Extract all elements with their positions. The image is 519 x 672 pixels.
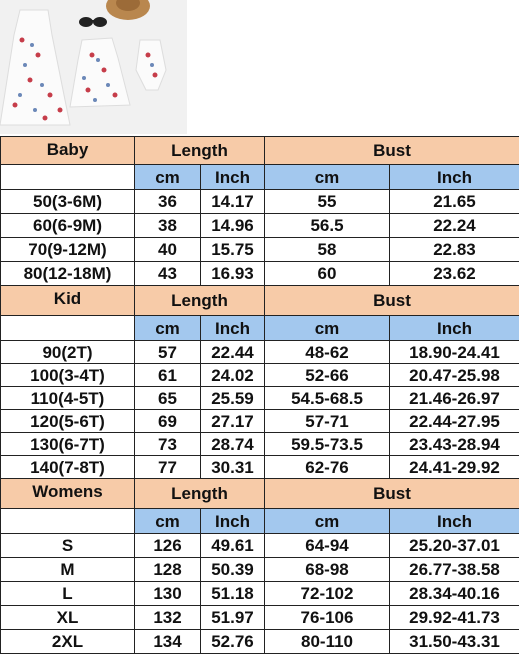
- length-inch-cell: 51.97: [201, 606, 265, 630]
- bust-header: Bust: [265, 286, 519, 316]
- bust-cm-cell: 52-66: [265, 364, 390, 387]
- size-cell: L: [1, 582, 135, 606]
- kid-header-row: [1, 286, 519, 316]
- bust-cm-header: cm: [265, 165, 390, 190]
- unit-blank-cell: [1, 509, 135, 534]
- table-row: [1, 190, 519, 214]
- length-cm-cell: 61: [135, 364, 201, 387]
- bust-cm-cell: 54.5-68.5: [265, 387, 390, 410]
- bust-inch-cell: 25.20-37.01: [390, 534, 519, 558]
- kid-unit-row: [1, 316, 519, 341]
- bust-cm-cell: 76-106: [265, 606, 390, 630]
- length-cm-cell: 126: [135, 534, 201, 558]
- bust-cm-cell: 59.5-73.5: [265, 433, 390, 456]
- table-row: [1, 630, 519, 654]
- bust-inch-header: Inch: [390, 165, 519, 190]
- bust-cm-cell: 55: [265, 190, 390, 214]
- size-cell: 100(3-4T): [1, 364, 135, 387]
- bust-inch-cell: 24.41-29.92: [390, 456, 519, 479]
- length-cm-header: cm: [135, 509, 201, 534]
- length-inch-cell: 50.39: [201, 558, 265, 582]
- bust-cm-cell: 60: [265, 262, 390, 286]
- bust-cm-cell: 80-110: [265, 630, 390, 654]
- length-cm-cell: 132: [135, 606, 201, 630]
- bust-header: Bust: [265, 137, 519, 165]
- table-row: [1, 341, 519, 364]
- table-row: [1, 238, 519, 262]
- bust-inch-header: Inch: [390, 509, 519, 534]
- category-womens: Womens: [1, 479, 135, 509]
- size-cell: 140(7-8T): [1, 456, 135, 479]
- length-header: Length: [135, 286, 265, 316]
- length-cm-cell: 77: [135, 456, 201, 479]
- table-row: [1, 534, 519, 558]
- size-cell: S: [1, 534, 135, 558]
- length-inch-cell: 51.18: [201, 582, 265, 606]
- size-cell: 110(4-5T): [1, 387, 135, 410]
- category-kid: Kid: [1, 286, 135, 316]
- bust-cm-cell: 57-71: [265, 410, 390, 433]
- length-cm-cell: 134: [135, 630, 201, 654]
- length-cm-cell: 73: [135, 433, 201, 456]
- table-row: [1, 606, 519, 630]
- length-cm-cell: 69: [135, 410, 201, 433]
- bust-inch-cell: 31.50-43.31: [390, 630, 519, 654]
- table-row: [1, 582, 519, 606]
- size-cell: M: [1, 558, 135, 582]
- bust-cm-header: cm: [265, 316, 390, 341]
- bust-cm-cell: 62-76: [265, 456, 390, 479]
- length-inch-cell: 24.02: [201, 364, 265, 387]
- length-inch-header: Inch: [201, 509, 265, 534]
- mother-daughter-dress-image: [0, 0, 187, 134]
- bust-cm-cell: 68-98: [265, 558, 390, 582]
- baby-unit-row: [1, 165, 519, 190]
- bust-cm-cell: 58: [265, 238, 390, 262]
- table-row: [1, 433, 519, 456]
- womens-unit-row: [1, 509, 519, 534]
- size-cell: XL: [1, 606, 135, 630]
- length-inch-cell: 14.17: [201, 190, 265, 214]
- length-inch-cell: 25.59: [201, 387, 265, 410]
- length-inch-cell: 16.93: [201, 262, 265, 286]
- length-inch-cell: 27.17: [201, 410, 265, 433]
- length-cm-cell: 36: [135, 190, 201, 214]
- category-baby: Baby: [1, 137, 135, 165]
- bust-inch-header: Inch: [390, 316, 519, 341]
- product-photo: [0, 0, 187, 134]
- unit-blank-cell: [1, 165, 135, 190]
- length-inch-cell: 49.61: [201, 534, 265, 558]
- length-header: Length: [135, 479, 265, 509]
- bust-inch-cell: 22.83: [390, 238, 519, 262]
- table-row: [1, 214, 519, 238]
- length-inch-header: Inch: [201, 165, 265, 190]
- table-row: [1, 456, 519, 479]
- bust-inch-cell: 28.34-40.16: [390, 582, 519, 606]
- size-cell: 90(2T): [1, 341, 135, 364]
- table-row: [1, 262, 519, 286]
- length-cm-cell: 65: [135, 387, 201, 410]
- size-cell: 70(9-12M): [1, 238, 135, 262]
- unit-blank-cell: [1, 316, 135, 341]
- length-cm-cell: 38: [135, 214, 201, 238]
- length-cm-cell: 40: [135, 238, 201, 262]
- size-cell: 120(5-6T): [1, 410, 135, 433]
- bust-cm-cell: 48-62: [265, 341, 390, 364]
- length-inch-header: Inch: [201, 316, 265, 341]
- bust-inch-cell: 18.90-24.41: [390, 341, 519, 364]
- table-row: [1, 387, 519, 410]
- womens-header-row: [1, 479, 519, 509]
- bust-cm-cell: 72-102: [265, 582, 390, 606]
- length-cm-header: cm: [135, 165, 201, 190]
- length-inch-cell: 14.96: [201, 214, 265, 238]
- length-cm-header: cm: [135, 316, 201, 341]
- bust-cm-header: cm: [265, 509, 390, 534]
- baby-header-row: [1, 137, 519, 165]
- size-cell: 130(6-7T): [1, 433, 135, 456]
- length-inch-cell: 22.44: [201, 341, 265, 364]
- length-inch-cell: 30.31: [201, 456, 265, 479]
- bust-cm-cell: 56.5: [265, 214, 390, 238]
- size-cell: 2XL: [1, 630, 135, 654]
- table-row: [1, 410, 519, 433]
- bust-header: Bust: [265, 479, 519, 509]
- bust-inch-cell: 23.43-28.94: [390, 433, 519, 456]
- length-inch-cell: 28.74: [201, 433, 265, 456]
- length-cm-cell: 43: [135, 262, 201, 286]
- length-header: Length: [135, 137, 265, 165]
- table-row: [1, 558, 519, 582]
- table-row: [1, 364, 519, 387]
- bust-inch-cell: 23.62: [390, 262, 519, 286]
- length-inch-cell: 15.75: [201, 238, 265, 262]
- bust-inch-cell: 21.46-26.97: [390, 387, 519, 410]
- bust-inch-cell: 22.24: [390, 214, 519, 238]
- bust-cm-cell: 64-94: [265, 534, 390, 558]
- size-cell: 50(3-6M): [1, 190, 135, 214]
- size-cell: 60(6-9M): [1, 214, 135, 238]
- length-inch-cell: 52.76: [201, 630, 265, 654]
- bust-inch-cell: 22.44-27.95: [390, 410, 519, 433]
- length-cm-cell: 128: [135, 558, 201, 582]
- bust-inch-cell: 26.77-38.58: [390, 558, 519, 582]
- bust-inch-cell: 20.47-25.98: [390, 364, 519, 387]
- length-cm-cell: 57: [135, 341, 201, 364]
- bust-inch-cell: 21.65: [390, 190, 519, 214]
- size-cell: 80(12-18M): [1, 262, 135, 286]
- bust-inch-cell: 29.92-41.73: [390, 606, 519, 630]
- length-cm-cell: 130: [135, 582, 201, 606]
- size-chart-table: [0, 136, 519, 654]
